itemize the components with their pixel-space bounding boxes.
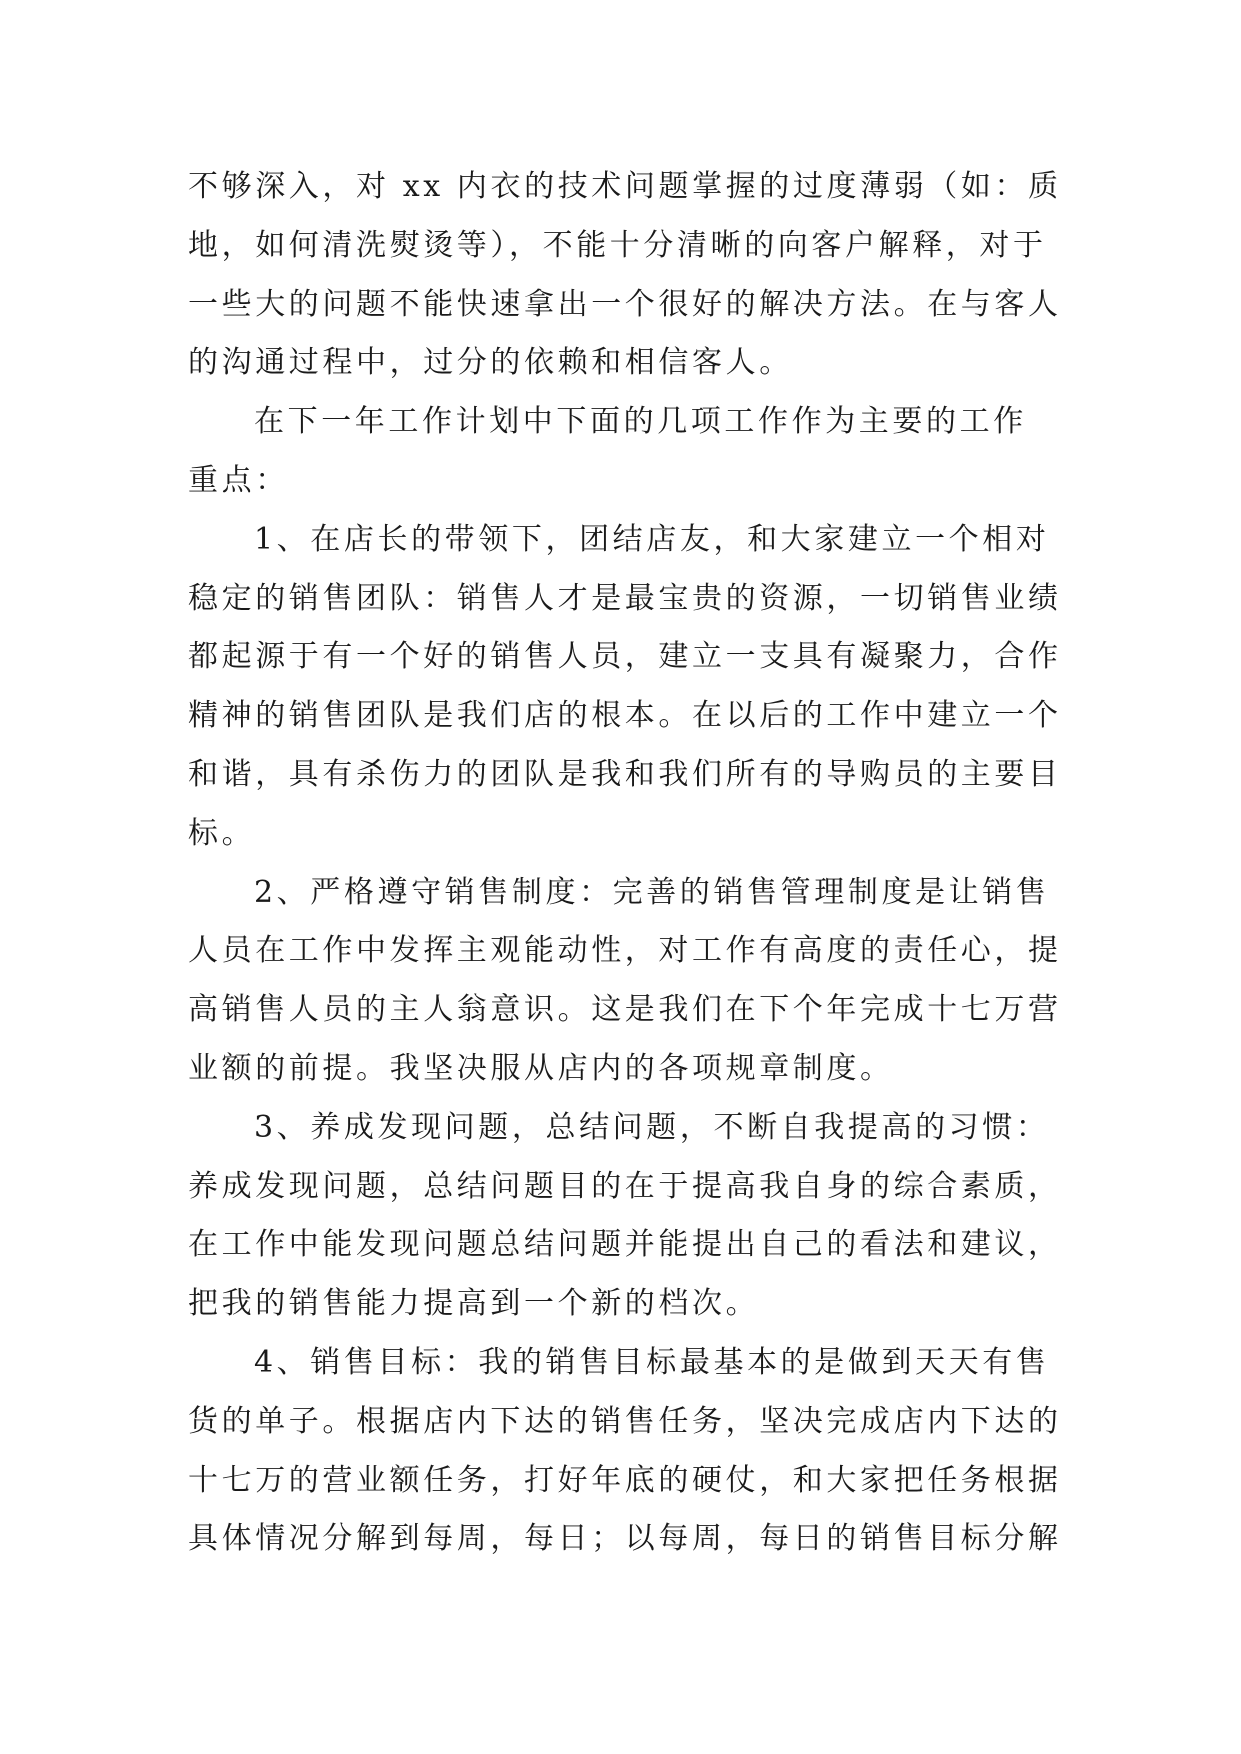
text-line: 货的单子。根据店内下达的销售任务，坚决完成店内下达的 xyxy=(188,1403,1062,1439)
text-line: 在下一年工作计划中下面的几项工作作为主要的工作 xyxy=(254,404,1027,440)
text-line: 人员在工作中发挥主观能动性，对工作有高度的责任心，提 xyxy=(188,933,1062,969)
text-line: 精神的销售团队是我们店的根本。在以后的工作中建立一个 xyxy=(188,698,1062,734)
paragraph-continuation xyxy=(188,158,1062,393)
text-line: 1、在店长的带领下，团结店友，和大家建立一个相对 xyxy=(254,521,1050,557)
paragraph-item-4 xyxy=(188,1334,1062,1569)
text-line: 不够深入，对 xx 内衣的技术问题掌握的过度薄弱（如：质 xyxy=(188,169,1062,204)
paragraph-item-3 xyxy=(188,1099,1062,1334)
text-line: 业额的前提。我坚决服从店内的各项规章制度。 xyxy=(188,1050,894,1086)
text-line: 都起源于有一个好的销售人员，建立一支具有凝聚力，合作 xyxy=(188,639,1062,675)
paragraph-item-2 xyxy=(188,864,1062,1099)
text-line: 地，如何清洗熨烫等），不能十分清晰的向客户解释，对于 xyxy=(188,227,1047,263)
document-body xyxy=(188,158,1062,1569)
text-line: 在工作中能发现问题总结问题并能提出自己的看法和建议， xyxy=(188,1227,1062,1263)
text-line: 高销售人员的主人翁意识。这是我们在下个年完成十七万营 xyxy=(188,992,1062,1028)
text-line: 一些大的问题不能快速拿出一个很好的解决方法。在与客人 xyxy=(188,286,1062,322)
text-line: 把我的销售能力提高到一个新的档次。 xyxy=(188,1286,760,1322)
text-line: 具体情况分解到每周，每日；以每周，每日的销售目标分解 xyxy=(188,1521,1062,1557)
text-line: 的沟通过程中，过分的依赖和相信客人。 xyxy=(188,345,793,381)
text-line: 十七万的营业额任务，打好年底的硬仗，和大家把任务根据 xyxy=(188,1462,1062,1498)
text-line: 和谐，具有杀伤力的团队是我和我们所有的导购员的主要目 xyxy=(188,756,1062,792)
paragraph-plan-intro xyxy=(188,393,1058,511)
text-line: 重点： xyxy=(188,462,289,498)
text-line: 稳定的销售团队：销售人才是最宝贵的资源，一切销售业绩 xyxy=(188,580,1062,616)
text-line: 养成发现问题，总结问题目的在于提高我自身的综合素质， xyxy=(188,1168,1062,1204)
paragraph-item-1 xyxy=(188,511,1062,864)
text-line: 2、严格遵守销售制度：完善的销售管理制度是让销售 xyxy=(254,874,1050,910)
text-line: 3、养成发现问题，总结问题，不断自我提高的习惯： xyxy=(254,1109,1050,1145)
text-line: 标。 xyxy=(188,815,256,851)
text-line: 4、销售目标：我的销售目标最基本的是做到天天有售 xyxy=(254,1344,1050,1380)
